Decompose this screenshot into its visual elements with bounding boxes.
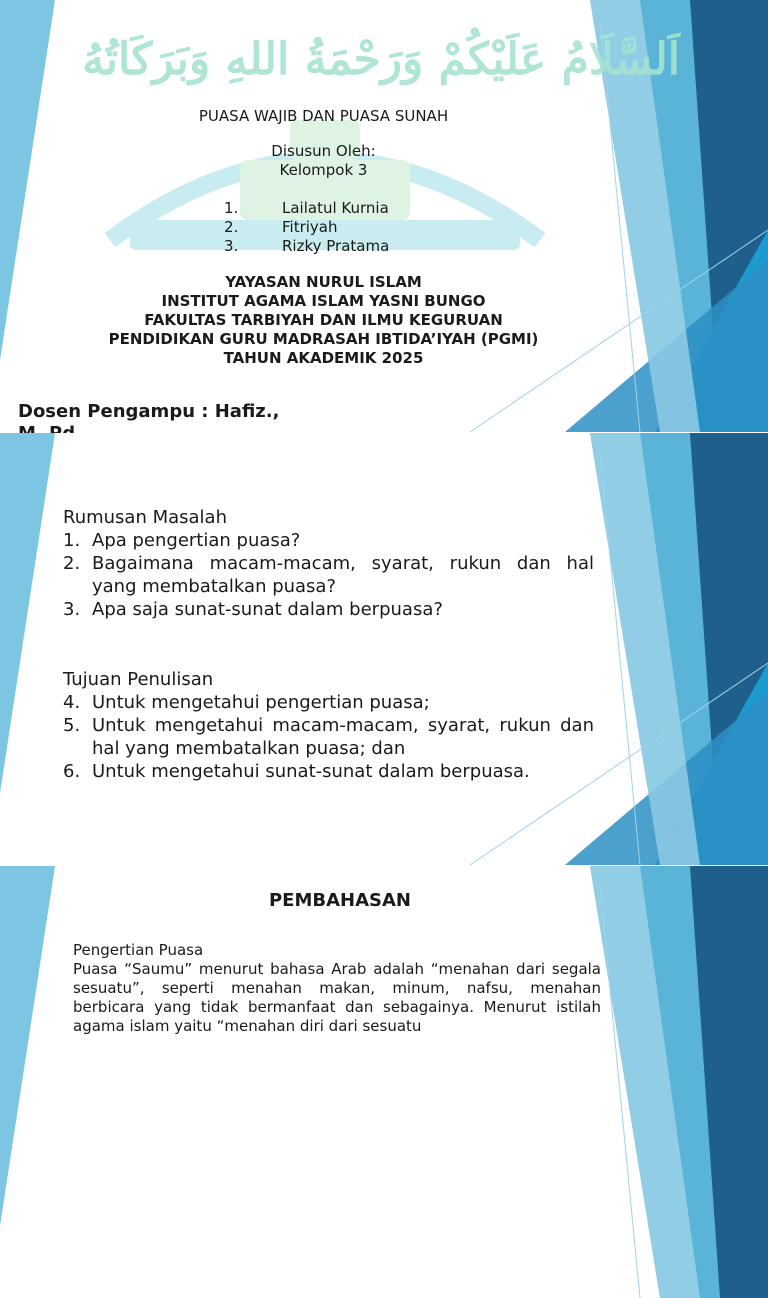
discussion-paragraph: Puasa “Saumu” menurut bahasa Arab adalah “menahan dari segala sesuatu”, seperti menahan makan, minum, nafsu, menahan berbicara yang tidak bermanfaat dan sebagainya. Menurut istilah agama islam yaitu “menahan diri dari sesuatu [73,960,601,1035]
institution-line: YAYASAN NURUL ISLAM [225,273,422,291]
member-item: 1. Lailatul Kurnia [224,199,389,217]
rumusan-heading: Rumusan Masalah [63,507,227,528]
institution-line: INSTITUT AGAMA ISLAM YASNI BUNGO [161,292,486,310]
list-item: 5. Untuk mengetahui macam-macam, syarat, rukun dan hal yang membatalkan puasa; dan [63,715,594,759]
left-accent-shape [0,866,55,1226]
discussion-body [73,941,601,1036]
tujuan-heading: Tujuan Penulisan [63,669,214,690]
member-item: 3. Rizky Pratama [224,237,390,255]
left-accent-shape [0,433,55,793]
section-heading: PEMBAHASAN [268,890,411,911]
slide-title [0,0,768,432]
member-item: 2. Fitriyah [224,218,338,236]
arabic-greeting: اَلسَّلَامُ عَلَيْكُمْ وَرَحْمَةُ اللهِ وَبَرَكَاتُهُ [82,34,680,85]
list-item: 4. Untuk mengetahui pengertian puasa; [63,692,430,713]
objectives-content [63,506,594,783]
presentation-title: PUASA WAJIB DAN PUASA SUNAH [198,107,449,125]
author-label: Disusun Oleh: [271,142,376,160]
list-item: 2. Bagaimana macam-macam, syarat, rukun dan hal yang membatalkan puasa? [63,553,594,597]
list-item: 1. Apa pengertian puasa? [63,530,301,551]
list-item: 6. Untuk mengetahui sunat-sunat dalam berpuasa. [63,761,530,782]
group-label: Kelompok 3 [279,161,368,179]
slide-discussion [0,866,768,1035]
institution-line: TAHUN AKADEMIK 2025 [223,349,424,367]
lecturer-line: Dosen Pengampu : Hafiz., [18,401,280,422]
subsection-heading: Pengertian Puasa [73,941,204,959]
institution-line: FAKULTAS TARBIYAH DAN ILMU KEGURUAN [144,311,503,329]
list-item: 3. Apa saja sunat-sunat dalam berpuasa? [63,599,443,620]
member-list [224,199,389,256]
institution-line: PENDIDIKAN GURU MADRASAH IBTIDA’IYAH (PGMI) [108,330,539,348]
slide-decoration [0,866,768,1298]
slide-objectives [0,433,768,865]
institution-block [0,273,647,368]
